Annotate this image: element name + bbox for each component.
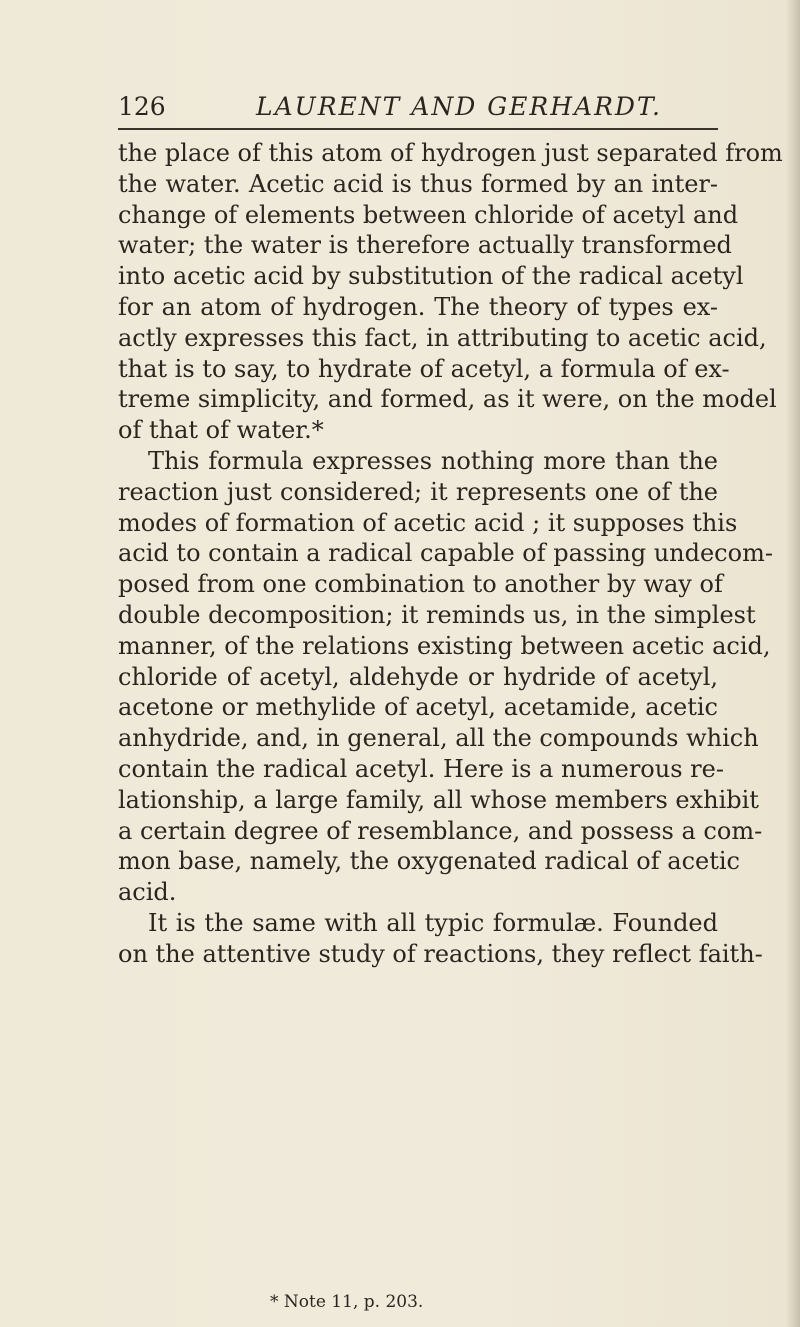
text-line: It is the same with all typic formulæ. Founded [148,908,718,937]
running-head: LAURENT AND GERHARDT. [256,92,662,121]
text-line: This formula expresses nothing more than the [148,446,718,475]
text-line: chloride of acetyl, aldehyde or hydride of acetyl, [118,662,718,691]
text-line: actly expresses this fact, in attributing to acetic acid, [118,323,767,352]
text-line: contain the radical acetyl. Here is a numerous re- [118,754,724,783]
text-line: the water. Acetic acid is thus formed by an inter- [118,169,718,198]
page-header [118,92,718,126]
text-line: into acetic acid by substitution of the radical acetyl [118,262,744,291]
text-line: that is to say, to hydrate of acetyl, a formula of ex- [118,354,730,383]
text-line: change of elements between chloride of acetyl and [118,200,739,229]
text-line: reaction just considered; it represents one of the [118,477,718,506]
body-text [118,138,783,970]
text-line: double decomposition; it reminds us, in the simplest [118,600,756,629]
text-line: modes of formation of acetic acid ; it supposes this [118,508,738,537]
text-line: acid to contain a radical capable of passing undecom- [118,539,773,568]
text-line: mon base, namely, the oxygenated radical of acetic [118,847,740,876]
text-line: acid. [118,878,177,907]
text-line: a certain degree of resemblance, and possess a com- [118,816,763,845]
text-line: for an atom of hydrogen. The theory of types ex- [118,292,718,321]
text-line: treme simplicity, and formed, as it were, on the model [118,385,777,414]
text-line: acetone or methylide of acetyl, acetamide, acetic [118,693,718,722]
page-edge-shadow [786,0,800,1327]
text-line: manner, of the relations existing between acetic acid, [118,631,771,660]
text-line: posed from one combination to another by way of [118,570,723,599]
text-line: of that of water.* [118,416,324,445]
header-rule [118,128,718,130]
footnote: * Note 11, p. 203. [270,1292,424,1312]
text-line: anhydride, and, in general, all the compounds which [118,724,759,753]
text-line: lationship, a large family, all whose members exhibit [118,785,759,814]
text-line: on the attentive study of reactions, they reflect faith- [118,939,763,968]
text-line: the place of this atom of hydrogen just separated from [118,139,783,167]
text-line: water; the water is therefore actually transformed [118,231,732,260]
page-number: 126 [118,92,166,121]
